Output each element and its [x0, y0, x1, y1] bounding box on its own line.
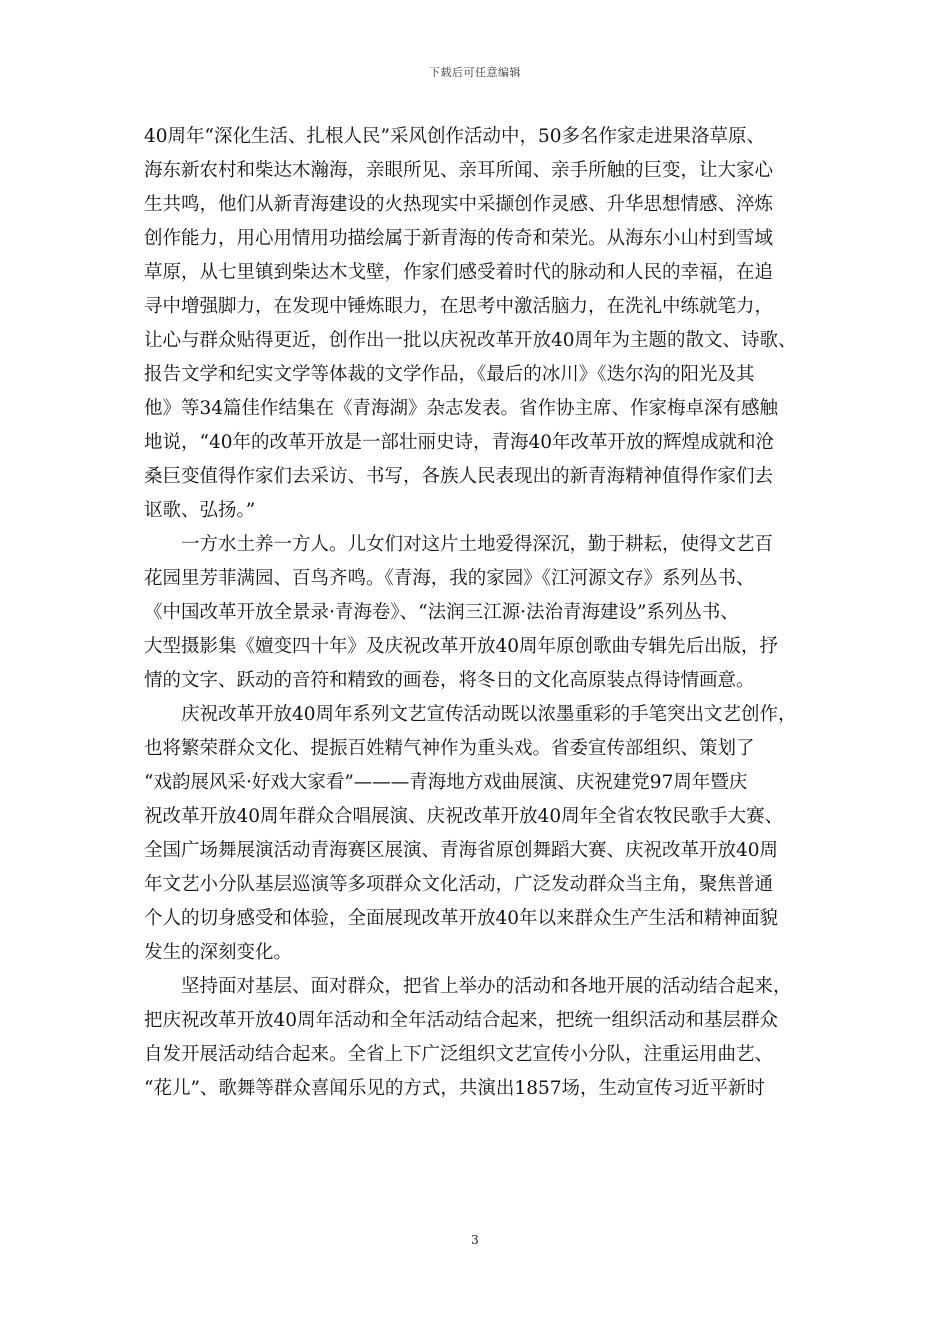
text-line: “戏韵展风采·好戏大家看”———青海地方戏曲展演、庆祝建党97周年暨庆 — [144, 772, 748, 793]
text-line: 坚持面对基层、面对群众，把省上举办的活动和各地开展的活动结合起来， — [144, 976, 792, 997]
text-line: 庆祝改革开放40周年系列文艺宣传活动既以浓墨重彩的手笔突出文艺创作， — [144, 704, 797, 725]
text-line: 地说，“40年的改革开放是一部壮丽史诗，青海40年改革开放的辉煌成就和沧 — [144, 432, 775, 453]
text-line: 花园里芳菲满园、百鸟齐鸣。《青海，我的家园》《江河源文存》系列丛书、 — [144, 568, 755, 589]
text-line: 自发开展活动结合起来。全省上下广泛组织文艺宣传小分队，注重运用曲艺、 — [144, 1044, 774, 1065]
text-line: 生共鸣，他们从新青海建设的火热现实中采撷创作灵感、升华思想情感、淬炼 — [144, 194, 774, 215]
text-line: 桑巨变值得作家们去采访、书写，各族人民表现出的新青海精神值得作家们去 — [144, 466, 774, 487]
text-line: 个人的切身感受和体验，全面展现改革开放40年以来群众生产生活和精神面貌 — [144, 908, 779, 929]
body-text — [144, 120, 806, 1106]
text-line: 40周年“深化生活、扎根人民”采风创作活动中，50多名作家走进果洛草原、 — [144, 126, 765, 147]
text-line: 让心与群众贴得更近，创作出一批以庆祝改革开放40周年为主题的散文、诗歌、 — [144, 330, 797, 351]
text-line: 寻中增强脚力，在发现中锤炼眼力，在思考中激活脑力，在洗礼中练就笔力， — [144, 296, 774, 317]
text-line: 他》等34篇佳作结集在《青海湖》杂志发表。省作协主席、作家梅卓深有感触 — [144, 398, 779, 419]
text-line: 年文艺小分队基层巡演等多项群众文化活动，广泛发动群众当主角，聚焦普通 — [144, 874, 774, 895]
text-line: 海东新农村和柴达木瀚海，亲眼所见、亲耳所闻、亲手所触的巨变，让大家心 — [144, 160, 774, 181]
page-number: 3 — [471, 1233, 479, 1247]
text-line: 把庆祝改革开放40周年活动和全年活动结合起来，把统一组织活动和基层群众 — [144, 1010, 779, 1031]
text-line: 《中国改革开放全景录·青海卷》、“法润三江源·法治青海建设”系列丛书、 — [144, 602, 739, 623]
text-line: 祝改革开放40周年群众合唱展演、庆祝改革开放40周年全省农牧民歌手大赛、 — [144, 806, 784, 827]
text-line: “花儿”、歌舞等群众喜闻乐见的方式，共演出1857场，生动宣传习近平新时 — [144, 1078, 765, 1099]
text-line: 一方水土养一方人。儿女们对这片土地爱得深沉，勤于耕耘，使得文艺百 — [144, 534, 774, 555]
page-header: 下载后可任意编辑 — [429, 66, 521, 79]
text-line: 讴歌、弘扬。” — [144, 500, 256, 521]
text-line: 情的文字、跃动的音符和精致的画卷，将冬日的文化高原装点得诗情画意。 — [144, 670, 755, 691]
text-line: 草原，从七里镇到柴达木戈壁，作家们感受着时代的脉动和人民的幸福，在追 — [144, 262, 774, 283]
text-line: 也将繁荣群众文化、提振百姓精气神作为重头戏。省委宣传部组织、策划了 — [144, 738, 755, 759]
text-line: 创作能力，用心用情用功描绘属于新青海的传奇和荣光。从海东小山村到雪域 — [144, 228, 774, 249]
text-line: 全国广场舞展演活动青海赛区展演、青海省原创舞蹈大赛、庆祝改革开放40周 — [144, 840, 779, 861]
text-line: 大型摄影集《嬗变四十年》及庆祝改革开放40周年原创歌曲专辑先后出版，抒 — [144, 636, 779, 657]
text-line: 报告文学和纪实文学等体裁的文学作品，《最后的冰川》《迭尔沟的阳光及其 — [144, 364, 755, 385]
text-line: 发生的深刻变化。 — [144, 942, 293, 963]
